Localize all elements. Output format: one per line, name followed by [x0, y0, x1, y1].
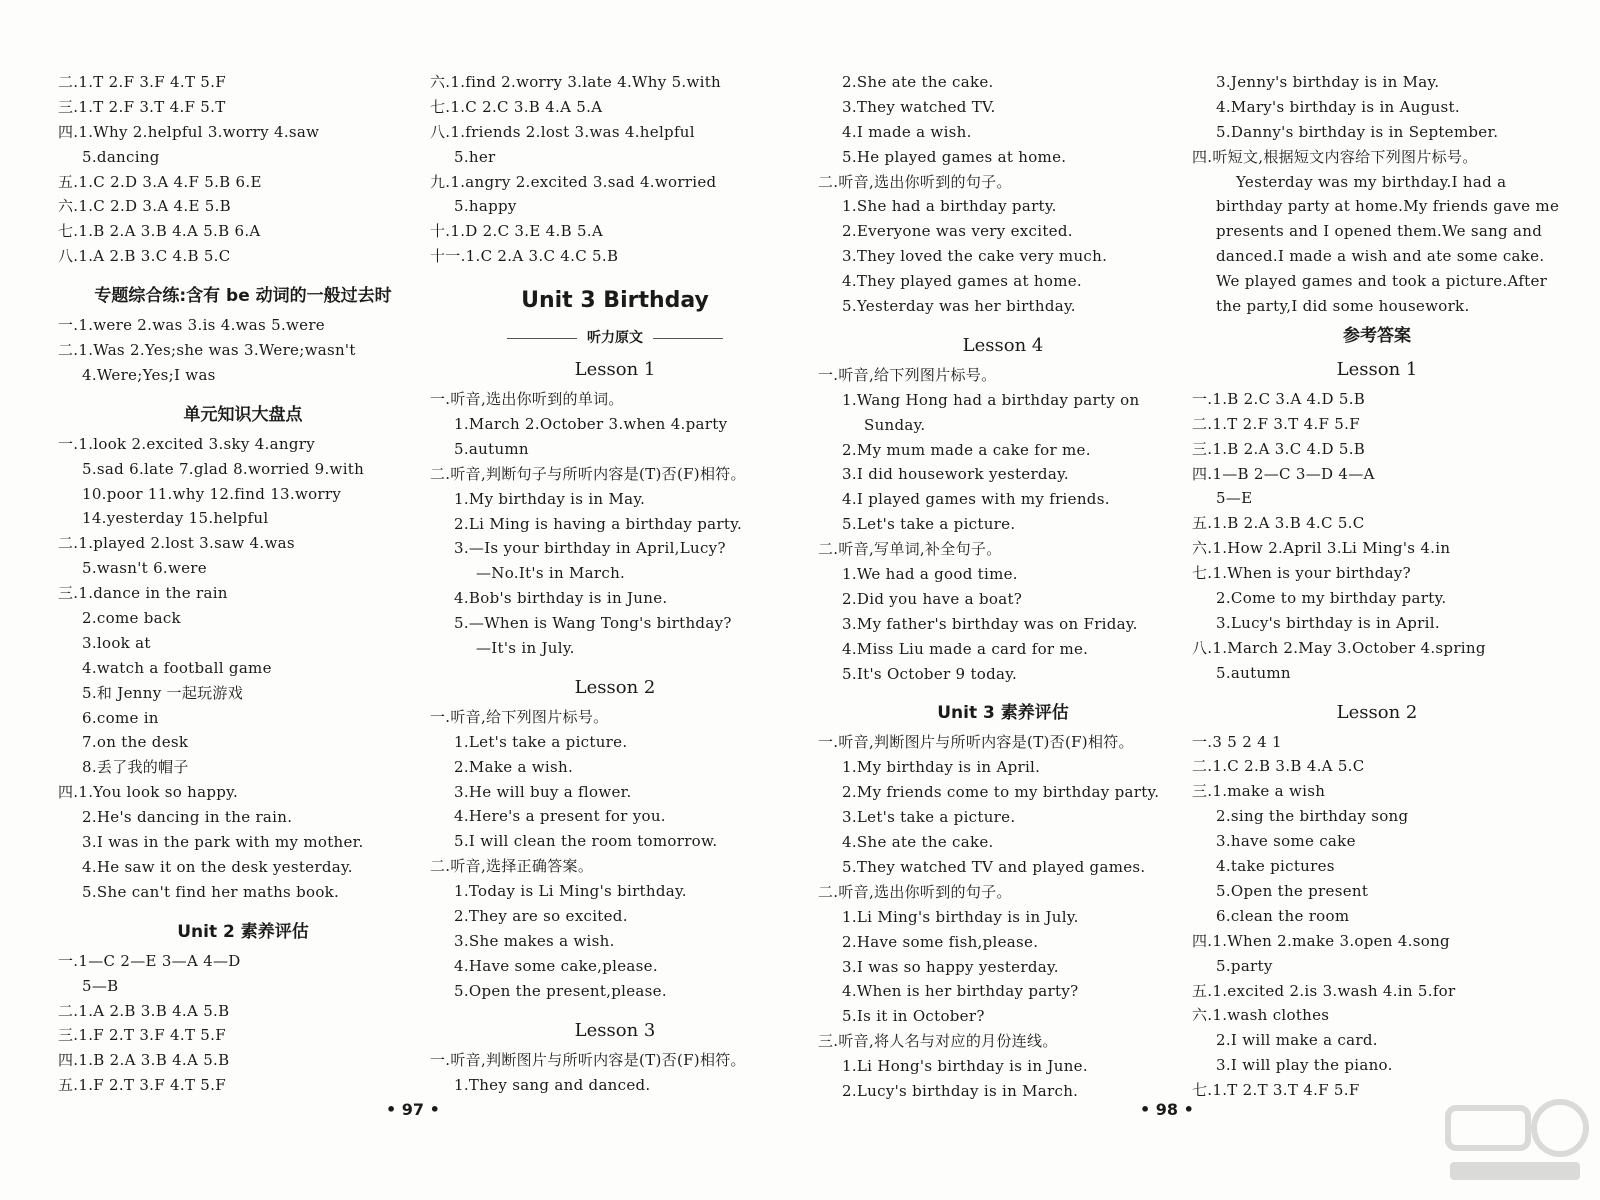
- answer-line: 2.Did you have a boat?: [842, 589, 1023, 608]
- answer-line: 4.Bob's birthday is in June.: [454, 589, 668, 608]
- answer-line: 1.Li Ming's birthday is in July.: [842, 907, 1079, 926]
- subheading-text: 听力原文: [587, 330, 643, 347]
- answer-line: 一.1—C 2—E 3—A 4—D: [58, 951, 241, 970]
- answer-line: 4.They played games at home.: [842, 272, 1082, 291]
- answer-line: 3.Let's take a picture.: [842, 808, 1016, 827]
- answer-line: 三.1.dance in the rain: [58, 584, 228, 603]
- answer-line: 5.happy: [454, 197, 517, 216]
- passage-line: danced.I made a wish and ate some cake.: [1216, 247, 1545, 266]
- answer-line: 5.I will clean the room tomorrow.: [454, 832, 718, 851]
- instruction-line: 二.听音,选出你听到的句子。: [818, 882, 1012, 901]
- answer-line: 5.和 Jenny 一起玩游戏: [82, 683, 244, 702]
- answer-line: 2.He's dancing in the rain.: [82, 808, 293, 827]
- answer-line: 四.1—B 2—C 3—D 4—A: [1192, 464, 1375, 483]
- answer-line: 6.clean the room: [1216, 906, 1350, 925]
- instruction-line: 三.听音,将人名与对应的月份连线。: [818, 1032, 1058, 1051]
- answer-line: 六.1.How 2.April 3.Li Ming's 4.in: [1192, 539, 1451, 558]
- answer-line: 十.1.D 2.C 3.E 4.B 5.A: [430, 222, 604, 241]
- answer-line: 八.1.March 2.May 3.October 4.spring: [1192, 638, 1486, 657]
- answer-line: 三.1.F 2.T 3.F 4.T 5.F: [58, 1026, 226, 1045]
- answer-line: 八.1.friends 2.lost 3.was 4.helpful: [430, 122, 695, 141]
- answer-line: 1.Today is Li Ming's birthday.: [454, 882, 687, 901]
- answer-line: 4.take pictures: [1216, 857, 1335, 876]
- answer-line: 5.her: [454, 147, 496, 166]
- answer-site-logo-icon: [1440, 1090, 1590, 1190]
- answer-line: Sunday.: [864, 415, 926, 434]
- answer-line: 九.1.angry 2.excited 3.sad 4.worried: [430, 172, 717, 191]
- page-number-left: • 97 •: [386, 1100, 440, 1119]
- answer-line: 4.Mary's birthday is in August.: [1216, 97, 1460, 116]
- column-4: [1192, 70, 1562, 1103]
- section-heading: 专题综合练:含有 be 动词的一般过去时: [94, 286, 392, 307]
- answer-line: 3.I will play the piano.: [1216, 1056, 1393, 1075]
- answer-line: 2.Make a wish.: [454, 757, 574, 776]
- instruction-line: 二.听音,选出你听到的句子。: [818, 172, 1012, 191]
- answer-line: 4.I made a wish.: [842, 122, 972, 141]
- answer-line: 二.1.T 2.F 3.F 4.T 5.F: [58, 73, 226, 91]
- answer-line: 五.1.C 2.D 3.A 4.F 5.B 6.E: [58, 172, 262, 191]
- unit-title: Unit 3 Birthday: [521, 288, 709, 314]
- answer-line: 2.Have some fish,please.: [842, 932, 1039, 951]
- answer-line: 5.sad 6.late 7.glad 8.worried 9.with: [82, 459, 365, 478]
- answer-line: 3.I was so happy yesterday.: [842, 957, 1059, 976]
- answer-line: 1.My birthday is in April.: [842, 758, 1041, 777]
- answer-line: 8.丢了我的帽子: [82, 758, 189, 777]
- section-heading: 单元知识大盘点: [183, 404, 303, 425]
- answer-line: 2.She ate the cake.: [842, 73, 994, 91]
- answer-line: 3.Lucy's birthday is in April.: [1216, 613, 1440, 632]
- section-heading: Unit 2 素养评估: [177, 921, 309, 942]
- answer-line: 2.Come to my birthday party.: [1216, 589, 1447, 608]
- answer-line: 1.They sang and danced.: [454, 1075, 651, 1094]
- answer-line: 5.dancing: [82, 147, 160, 166]
- answer-line: 2.come back: [82, 609, 181, 628]
- answer-line: 5.Yesterday was her birthday.: [842, 297, 1076, 316]
- column-1: [58, 70, 428, 1098]
- answer-line: 5.—When is Wang Tong's birthday?: [454, 614, 732, 633]
- answer-line: 1.Wang Hong had a birthday party on: [842, 390, 1140, 409]
- section-subheading: [430, 323, 800, 353]
- answer-line: 3.He will buy a flower.: [454, 782, 632, 801]
- answer-line: 5.It's October 9 today.: [842, 664, 1018, 683]
- lesson-heading: Lesson 1: [574, 359, 656, 381]
- answer-line: 1.She had a birthday party.: [842, 197, 1057, 216]
- answer-line: 3.have some cake: [1216, 832, 1356, 851]
- answer-line: 七.1.B 2.A 3.B 4.A 5.B 6.A: [58, 222, 261, 241]
- page-number-right: • 98 •: [1140, 1100, 1194, 1119]
- answer-line: 5.Let's take a picture.: [842, 515, 1016, 534]
- answer-line: 五.1.excited 2.is 3.wash 4.in 5.for: [1192, 981, 1456, 1000]
- answer-line: 2.I will make a card.: [1216, 1031, 1378, 1050]
- answer-line: 三.1.make a wish: [1192, 782, 1326, 801]
- answer-line: 二.1.C 2.B 3.B 4.A 5.C: [1192, 757, 1365, 776]
- answer-line: 5.He played games at home.: [842, 147, 1067, 166]
- answer-line: 4.watch a football game: [82, 658, 272, 677]
- answer-line: 5—B: [82, 976, 119, 995]
- answer-line: 2.They are so excited.: [454, 907, 628, 926]
- answer-line: 2.Everyone was very excited.: [842, 222, 1073, 241]
- answer-line: 5.They watched TV and played games.: [842, 857, 1146, 876]
- instruction-line: 二.听音,写单词,补全句子。: [818, 540, 1002, 559]
- answer-line: 1.My birthday is in May.: [454, 489, 646, 508]
- answer-line: 14.yesterday 15.helpful: [82, 509, 269, 528]
- answer-line: 5.Danny's birthday is in September.: [1216, 122, 1499, 141]
- answer-line: 2.My friends come to my birthday party.: [842, 783, 1160, 802]
- answer-line: 7.on the desk: [82, 733, 189, 752]
- answer-line: —It's in July.: [476, 639, 575, 658]
- answer-line: 5.Is it in October?: [842, 1007, 985, 1026]
- answer-line: 4.She ate the cake.: [842, 833, 994, 852]
- answer-line: 3.look at: [82, 633, 151, 652]
- lesson-heading: Lesson 1: [1336, 358, 1418, 380]
- answer-line: 5.wasn't 6.were: [82, 559, 207, 578]
- answer-line: 1.Let's take a picture.: [454, 732, 628, 751]
- lesson-heading: Lesson 4: [962, 334, 1044, 356]
- answer-line: 3.My father's birthday was on Friday.: [842, 614, 1138, 633]
- answer-line: 2.Lucy's birthday is in March.: [842, 1081, 1079, 1100]
- answer-line: 八.1.A 2.B 3.C 4.B 5.C: [58, 247, 231, 266]
- answer-line: 4.Miss Liu made a card for me.: [842, 639, 1089, 658]
- answer-line: 三.1.T 2.F 3.T 4.F 5.T: [58, 97, 226, 116]
- answer-line: 3.She makes a wish.: [454, 931, 615, 950]
- answer-line: 二.1.Was 2.Yes;she was 3.Were;wasn't: [58, 341, 356, 360]
- answer-line: 五.1.F 2.T 3.F 4.T 5.F: [58, 1076, 226, 1095]
- section-heading: Unit 3 素养评估: [937, 703, 1069, 724]
- answer-line: 一.3 5 2 4 1: [1192, 732, 1282, 751]
- answer-line: 三.1.B 2.A 3.C 4.D 5.B: [1192, 439, 1366, 458]
- answer-line: 6.come in: [82, 708, 159, 727]
- lesson-heading: Lesson 3: [574, 1019, 656, 1041]
- instruction-line: 一.听音,给下列图片标号。: [430, 707, 609, 726]
- answer-line: 5.autumn: [1216, 663, 1291, 682]
- answer-line: 4.Have some cake,please.: [454, 956, 658, 975]
- answer-line: 5.She can't find her maths book.: [82, 882, 340, 901]
- lesson-heading: Lesson 2: [574, 676, 656, 698]
- instruction-line: 四.听短文,根据短文内容给下列图片标号。: [1192, 147, 1478, 166]
- answer-line: 5.autumn: [454, 439, 529, 458]
- answer-line: 2.Li Ming is having a birthday party.: [454, 514, 743, 533]
- answer-line: 四.1.When 2.make 3.open 4.song: [1192, 931, 1450, 950]
- answer-line: 五.1.B 2.A 3.B 4.C 5.C: [1192, 514, 1365, 533]
- answer-line: 1.Li Hong's birthday is in June.: [842, 1057, 1088, 1076]
- answer-line: 4.Here's a present for you.: [454, 807, 666, 826]
- answer-line: 二.1.A 2.B 3.B 4.A 5.B: [58, 1001, 230, 1020]
- instruction-line: 一.听音,判断图片与所听内容是(T)否(F)相符。: [430, 1050, 746, 1069]
- answer-line: 2.sing the birthday song: [1216, 807, 1409, 826]
- answer-line: 4.Were;Yes;I was: [82, 365, 216, 384]
- lesson-heading: Lesson 2: [1336, 701, 1418, 723]
- answer-line: 十一.1.C 2.A 3.C 4.C 5.B: [430, 247, 619, 266]
- answer-line: 3.They loved the cake very much.: [842, 247, 1108, 266]
- answer-line: 4.I played games with my friends.: [842, 490, 1110, 509]
- answer-line: 一.1.look 2.excited 3.sky 4.angry: [58, 434, 316, 453]
- answer-line: 1.March 2.October 3.when 4.party: [454, 415, 728, 434]
- answer-line: 3.I was in the park with my mother.: [82, 833, 364, 852]
- answer-line: 3.Jenny's birthday is in May.: [1216, 73, 1440, 91]
- passage-line: presents and I opened them.We sang and: [1216, 222, 1543, 241]
- answer-line: 一.1.were 2.was 3.is 4.was 5.were: [58, 316, 325, 335]
- passage-line: birthday party at home.My friends gave me: [1216, 197, 1560, 216]
- instruction-line: 二.听音,判断句子与所听内容是(T)否(F)相符。: [430, 464, 746, 483]
- answer-line: 七.1.C 2.C 3.B 4.A 5.A: [430, 97, 603, 116]
- answer-line: 10.poor 11.why 12.find 13.worry: [82, 484, 342, 503]
- instruction-line: 二.听音,选择正确答案。: [430, 857, 594, 876]
- answer-line: 四.1.You look so happy.: [58, 783, 239, 802]
- answer-line: 一.1.B 2.C 3.A 4.D 5.B: [1192, 389, 1366, 408]
- answer-line: 二.1.T 2.F 3.T 4.F 5.F: [1192, 414, 1360, 433]
- answer-line: 4.When is her birthday party?: [842, 982, 1079, 1001]
- instruction-line: 一.听音,选出你听到的单词。: [430, 390, 624, 409]
- answer-line: 六.1.C 2.D 3.A 4.E 5.B: [58, 197, 232, 216]
- answer-line: 5—E: [1216, 489, 1253, 508]
- instruction-line: 一.听音,判断图片与所听内容是(T)否(F)相符。: [818, 733, 1134, 752]
- answer-line: 二.1.played 2.lost 3.saw 4.was: [58, 534, 295, 553]
- answer-line: 七.1.T 2.T 3.T 4.F 5.F: [1192, 1081, 1360, 1100]
- answer-line: 5.party: [1216, 956, 1273, 975]
- answer-line: 四.1.B 2.A 3.B 4.A 5.B: [58, 1051, 230, 1070]
- answer-line: 5.Open the present,please.: [454, 981, 667, 1000]
- answer-line: 2.My mum made a cake for me.: [842, 440, 1091, 459]
- column-3: [818, 70, 1188, 1104]
- column-2: [430, 70, 800, 1097]
- answer-line: 3.—Is your birthday in April,Lucy?: [454, 539, 726, 558]
- answer-line: 六.1.find 2.worry 3.late 4.Why 5.with: [430, 73, 722, 91]
- answer-line: —No.It's in March.: [476, 564, 626, 583]
- passage-line: We played games and took a picture.After: [1216, 272, 1548, 291]
- answer-line: 5.Open the present: [1216, 881, 1369, 900]
- passage-line: the party,I did some housework.: [1216, 297, 1470, 316]
- answer-line: 1.We had a good time.: [842, 565, 1018, 584]
- section-heading: 参考答案: [1343, 325, 1411, 346]
- answer-line: 3.I did housework yesterday.: [842, 465, 1069, 484]
- answer-line: 四.1.Why 2.helpful 3.worry 4.saw: [58, 122, 320, 141]
- passage-line: Yesterday was my birthday.I had a: [1236, 172, 1507, 191]
- instruction-line: 一.听音,给下列图片标号。: [818, 365, 997, 384]
- answer-line: 3.They watched TV.: [842, 97, 996, 116]
- answer-line: 4.He saw it on the desk yesterday.: [82, 857, 353, 876]
- answer-line: 六.1.wash clothes: [1192, 1006, 1330, 1025]
- answer-line: 七.1.When is your birthday?: [1192, 564, 1411, 583]
